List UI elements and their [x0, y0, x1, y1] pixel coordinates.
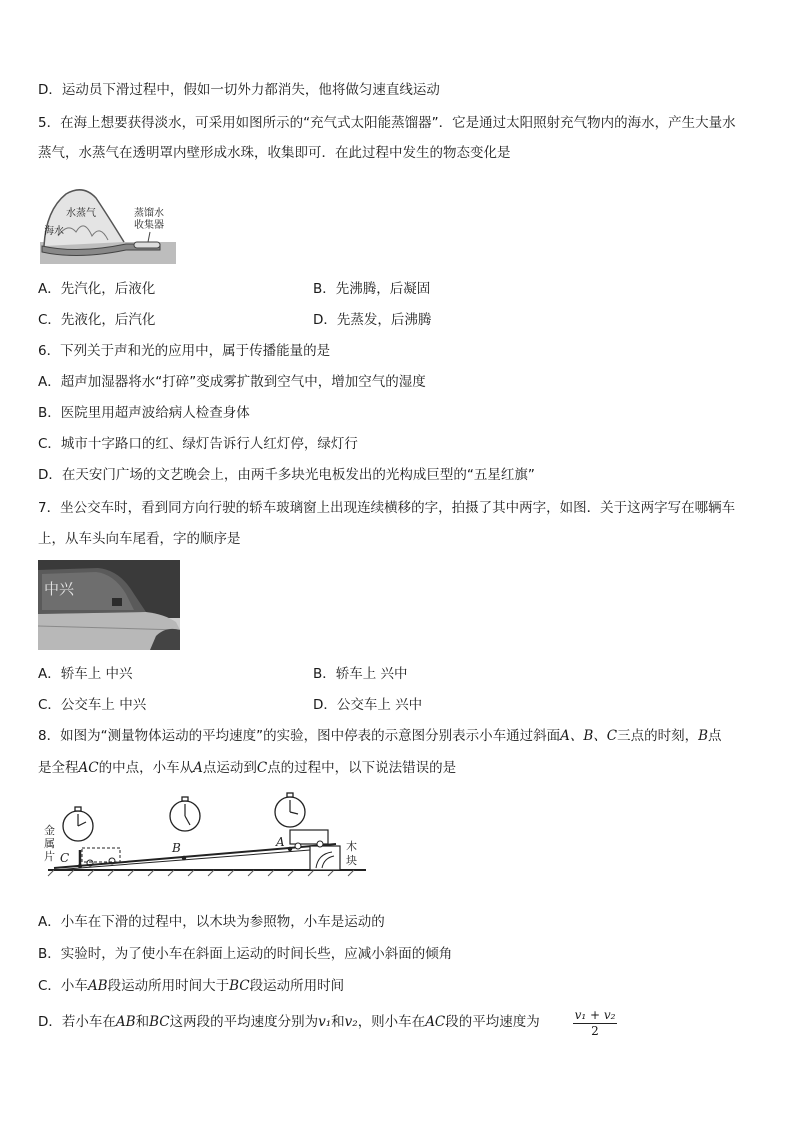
q8-option-b: B．实验时，为了使小车在斜面上运动的时间长些，应减小斜面的倾角 [38, 946, 453, 962]
fraction-numerator: v₁ + v₂ [574, 1008, 616, 1022]
points-abc: A、B、C [560, 728, 618, 744]
collector-label-1: 蒸馏水 [134, 208, 164, 219]
q7-stem-line2: 上，从车头向车尾看，字的顺序是 [38, 531, 241, 547]
q6-option-c: C．城市十字路口的红、绿灯告诉行人红灯停，绿灯行 [38, 436, 358, 452]
q8-option-d [38, 1012, 540, 1032]
q6-option-d: D．在天安门广场的文艺晚会上，由两千多块光电板发出的光构成巨型的“五星红旗” [38, 467, 535, 483]
wood-block-label-2: 块 [346, 854, 357, 867]
q8-option-a: A．小车在下滑的过程中，以木块为参照物，小车是运动的 [38, 914, 385, 930]
q5-option-d: D．先蒸发，后沸腾 [313, 312, 432, 328]
sea-water-label: 海水 [44, 226, 64, 237]
q5-option-b: B．先沸腾，后凝固 [313, 281, 431, 297]
q8-stem-text-5: 的中点，小车从 [98, 760, 194, 776]
collector-label-2: 收集器 [134, 220, 164, 231]
q8-stem-text-4: 是全程 [38, 760, 79, 776]
q4-option-d: D．运动员下滑过程中，假如一切外力都消失，他将做匀速直线运动 [38, 82, 440, 98]
q5-option-c: C．先液化，后汽化 [38, 312, 156, 328]
point-a-label: A [276, 835, 285, 849]
q7-option-a: A．轿车上 中兴 [38, 666, 133, 682]
point-b-label: B [172, 841, 181, 855]
point-b-ref: B [698, 728, 708, 744]
metal-plate-label-3: 片 [44, 850, 55, 863]
point-c-ref: C [256, 760, 268, 776]
incline-experiment-figure [40, 790, 370, 880]
point-c-label: C [60, 851, 70, 865]
q8-stem-line1 [38, 726, 722, 746]
q6-stem: 6．下列关于声和光的应用中，属于传播能量的是 [38, 343, 331, 359]
q8-stem-text-6: 点运动到 [202, 760, 257, 776]
q8-c-text-2: 段运动所用时间大于 [107, 978, 230, 994]
q8-d-text-4: 和 [331, 1014, 345, 1030]
q6-option-a: A．超声加湿器将水“打碎”变成雾扩散到空气中，增加空气的湿度 [38, 374, 426, 390]
segment-bc-d: BC [149, 1014, 170, 1030]
window-text: 中兴 [44, 580, 75, 598]
q8-stem-line2 [38, 758, 456, 778]
q8-c-text-1: C．小车 [38, 978, 88, 994]
q5-option-a: A．先汽化，后液化 [38, 281, 156, 297]
q7-option-d: D．公交车上 兴中 [313, 697, 423, 713]
q8-stem-text-1: 8．如图为“测量物体运动的平均速度”的实验，图中停表的示意图分别表示小车通过斜面 [38, 728, 561, 744]
metal-plate-label-1: 金 [44, 824, 55, 837]
segment-bc: BC [229, 978, 250, 994]
velocity-v1: v₁ [318, 1014, 332, 1030]
q8-d-text-2: 和 [135, 1014, 150, 1030]
q8-d-text-1: D．若小车在 [38, 1014, 116, 1030]
q8-stem-text-2: 三点的时刻， [617, 728, 699, 744]
q8-option-c [38, 976, 344, 996]
q8-d-text-6: 段的平均速度为 [445, 1014, 540, 1030]
car-window-photo [38, 560, 180, 650]
segment-ab: AB [87, 978, 108, 994]
segment-ab-d: AB [115, 1014, 136, 1030]
segment-ac-d: AC [425, 1014, 446, 1030]
q8-d-text-5: ，则小车在 [357, 1014, 426, 1030]
metal-plate-label-2: 属 [44, 837, 55, 850]
segment-ac-ref: AC [78, 760, 99, 776]
point-a-ref: A [193, 760, 203, 776]
q8-d-text-3: 这两段的平均速度分别为 [169, 1014, 319, 1030]
q8-c-text-3: 段运动所用时间 [249, 978, 345, 994]
q5-stem-line1: 5．在海上想要获得淡水，可采用如图所示的“充气式太阳能蒸馏器”．它是通过太阳照射充气物内的海水，产生大量水 [38, 115, 736, 131]
velocity-v2: v₂ [344, 1014, 358, 1030]
vapor-label: 水蒸气 [66, 208, 96, 219]
q8-stem-text-3: 点 [708, 728, 722, 744]
q8-stem-text-7: 点的过程中，以下说法错误的是 [267, 760, 457, 776]
q5-stem-line2: 蒸气，水蒸气在透明罩内壁形成水珠，收集即可．在此过程中发生的物态变化是 [38, 145, 511, 161]
wood-block-label-1: 木 [346, 840, 357, 853]
solar-still-figure [38, 180, 178, 268]
fraction-denominator: 2 [591, 1024, 599, 1038]
q7-option-b: B．轿车上 兴中 [313, 666, 408, 682]
q6-option-b: B．医院里用超声波给病人检查身体 [38, 405, 250, 421]
q7-option-c: C．公交车上 中兴 [38, 697, 147, 713]
average-velocity-fraction [573, 1008, 617, 1039]
q7-stem-line1: 7．坐公交车时，看到同方向行驶的轿车玻璃窗上出现连续横移的字，拍摄了其中两字，如图．关于这两字写在哪辆车 [38, 500, 736, 516]
